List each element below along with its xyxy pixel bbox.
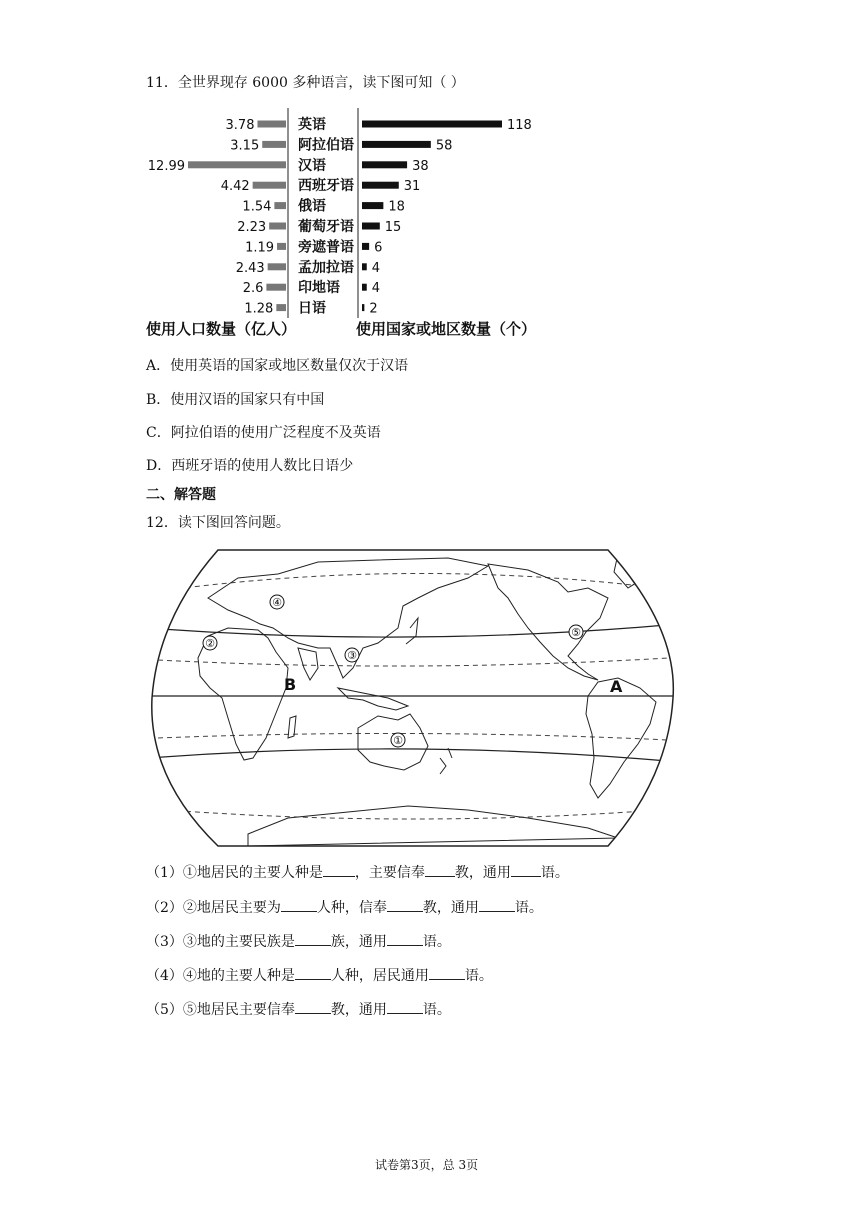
population-bar (277, 243, 286, 250)
country-count-value-label: 31 (403, 179, 421, 195)
country-count-value-label: 118 (507, 118, 532, 133)
country-count-value-label: 38 (412, 158, 429, 174)
answer-blank[interactable] (511, 862, 541, 877)
country-count-bar (362, 182, 399, 189)
population-value-label: 3.15 (230, 138, 260, 154)
left-axis-label: 使用人口数量（亿人） (146, 320, 297, 338)
country-count-bar (362, 243, 369, 250)
answer-blank[interactable] (387, 897, 423, 912)
language-label: 汉语 (298, 157, 326, 174)
population-bar (266, 284, 286, 291)
population-value-label: 1.19 (245, 240, 275, 256)
language-chart (140, 96, 540, 346)
population-bar (268, 263, 286, 270)
language-label: 印地语 (298, 280, 340, 297)
svg-text:③: ③ (347, 649, 357, 662)
population-value-label: 2.23 (237, 220, 267, 235)
marker-1 (391, 733, 405, 747)
country-count-bar (362, 223, 380, 230)
language-label: 孟加拉语 (298, 259, 354, 276)
population-value-label: 3.78 (225, 118, 255, 133)
svg-text:④: ④ (272, 596, 282, 609)
language-label: 西班牙语 (298, 178, 354, 195)
country-count-bar (362, 263, 367, 270)
country-count-bar (362, 304, 364, 311)
q11-option-b[interactable]: B．使用汉语的国家只有中国 (146, 392, 325, 408)
language-label: 俄语 (298, 198, 326, 215)
section-title: 二、解答题 (146, 487, 216, 503)
population-bar (257, 121, 286, 128)
answer-blank[interactable] (295, 999, 331, 1014)
marker-4 (270, 595, 284, 609)
country-count-bar (362, 284, 367, 291)
language-label: 日语 (298, 300, 326, 317)
answer-blank[interactable] (387, 999, 423, 1014)
q12-sub-5: （5）⑤地居民主要信奉 教，通用 语。 (146, 999, 451, 1019)
country-count-value-label: 18 (388, 199, 405, 215)
language-label: 旁遮普语 (298, 239, 354, 256)
country-count-bar (362, 121, 502, 128)
q12-sub-4: （4）④地的主要人种是 人种，居民通用 语。 (146, 965, 493, 985)
q12-sub-1: （1）①地居民的主要人种是 ，主要信奉 教，通用 语。 (146, 862, 569, 882)
country-count-bar (362, 141, 431, 148)
marker-2 (203, 636, 217, 650)
answer-blank[interactable] (281, 897, 317, 912)
answer-blank[interactable] (479, 897, 515, 912)
country-count-bar (362, 161, 407, 168)
population-value-label: 1.28 (244, 301, 274, 317)
label-a: A (610, 677, 623, 696)
population-bar (276, 304, 286, 311)
country-count-value-label: 15 (384, 220, 402, 235)
language-label: 英语 (298, 117, 326, 133)
answer-blank[interactable] (429, 965, 465, 980)
q11-option-a[interactable]: A．使用英语的国家或地区数量仅次于汉语 (146, 358, 409, 374)
answer-blank[interactable] (387, 931, 423, 946)
country-count-value-label: 2 (369, 301, 378, 317)
population-value-label: 2.43 (235, 260, 265, 276)
map-frame (152, 550, 674, 846)
page-footer: 试卷第3页，总 3页 (375, 1158, 479, 1172)
label-b: B (284, 675, 297, 694)
population-bar (188, 161, 286, 168)
country-count-value-label: 4 (371, 281, 381, 297)
country-count-value-label: 4 (371, 260, 381, 276)
svg-text:⑤: ⑤ (571, 626, 581, 639)
svg-text:①: ① (393, 734, 403, 747)
country-count-bar (362, 202, 383, 209)
q11-option-c[interactable]: C．阿拉伯语的使用广泛程度不及英语 (146, 425, 381, 441)
population-bar (262, 141, 286, 148)
population-bar (274, 202, 286, 209)
country-count-value-label: 6 (374, 240, 383, 256)
answer-blank[interactable] (295, 965, 331, 980)
answer-blank[interactable] (295, 931, 331, 946)
q12-sub-2: （2）②地居民主要为 人种，信奉 教，通用 语。 (146, 897, 543, 917)
marker-5 (569, 625, 583, 639)
right-axis-label: 使用国家或地区数量（个） (356, 320, 537, 338)
country-count-value-label: 58 (435, 138, 453, 154)
q12-sub-3: （3）③地的主要民族是 族，通用 语。 (146, 931, 451, 951)
population-value-label: 4.42 (220, 179, 250, 195)
q12-stem: 12．读下图回答问题。 (146, 515, 290, 531)
population-value-label: 12.99 (147, 158, 185, 174)
population-bar (253, 182, 286, 189)
language-label: 葡萄牙语 (298, 219, 354, 235)
q11-stem: 11．全世界现存 6000 多种语言，读下图可知（ ） (146, 75, 465, 91)
population-value-label: 2.6 (242, 281, 264, 297)
population-bar (269, 223, 286, 230)
answer-blank[interactable] (323, 862, 355, 877)
marker-3 (345, 648, 359, 662)
world-map (148, 548, 678, 848)
population-value-label: 1.54 (242, 199, 272, 215)
answer-blank[interactable] (425, 862, 455, 877)
svg-text:②: ② (205, 637, 215, 650)
q11-option-d[interactable]: D．西班牙语的使用人数比日语少 (146, 458, 354, 474)
language-label: 阿拉伯语 (298, 137, 354, 154)
